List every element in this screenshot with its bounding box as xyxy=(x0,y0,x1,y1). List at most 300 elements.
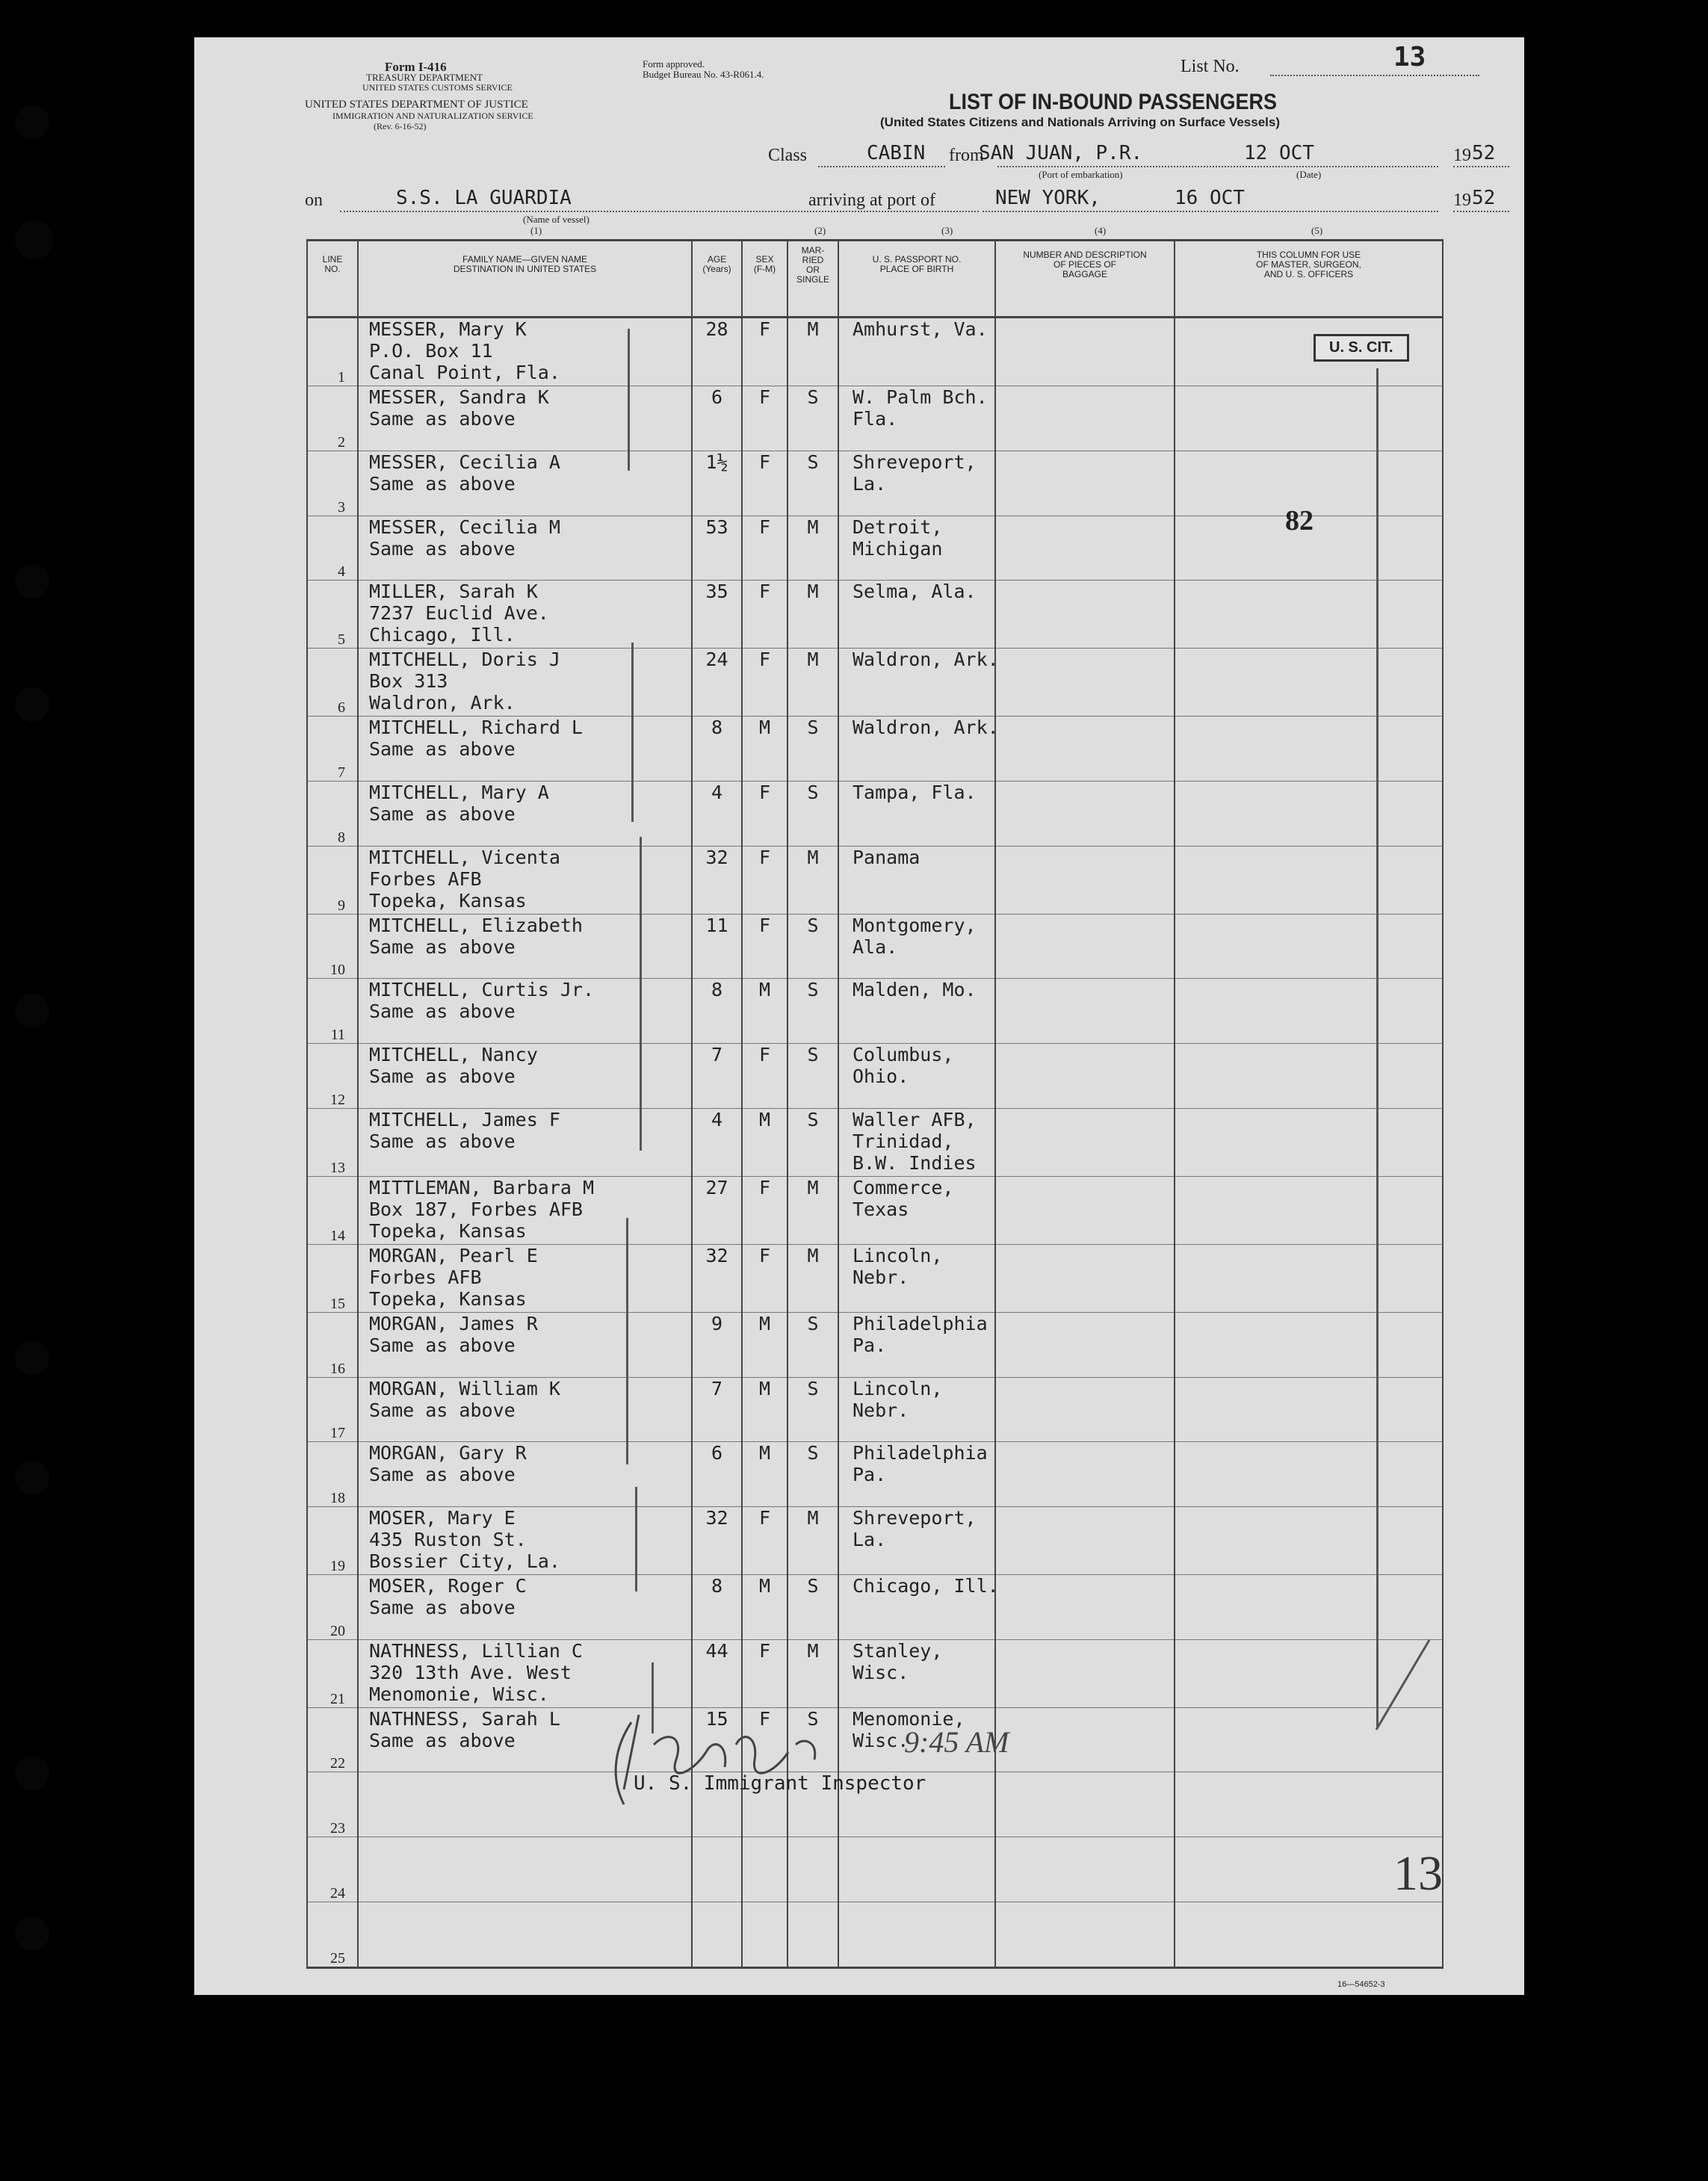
revision: (Rev. 6-16-52) xyxy=(374,121,427,132)
baggage-cell xyxy=(995,1902,1175,1968)
birthplace-cell xyxy=(838,318,995,386)
passenger-name: MORGAN, Gary R xyxy=(369,1442,527,1464)
line-number-cell xyxy=(307,1377,358,1442)
line-number: 22 xyxy=(330,1755,345,1772)
marital-status-cell xyxy=(788,1902,838,1968)
birthplace-line: Nebr. xyxy=(853,1266,909,1288)
birthplace-line: Nebr. xyxy=(853,1399,909,1421)
officer-cell xyxy=(1175,717,1443,782)
passenger-name: MITCHELL, Doris J xyxy=(369,649,560,671)
punch-hole xyxy=(15,1756,49,1790)
line-number-cell xyxy=(307,717,358,782)
passenger-name: NATHNESS, Lillian C xyxy=(369,1639,583,1662)
birthplace-line: Fla. xyxy=(853,407,898,430)
birthplace-line: W. Palm Bch. xyxy=(853,386,988,408)
line-number-cell xyxy=(307,1044,358,1109)
header-name: FAMILY NAME—GIVEN NAME DESTINATION IN UNITED STATES xyxy=(358,241,692,318)
marital-status-cell: S xyxy=(788,979,838,1044)
age-cell: 6 xyxy=(692,386,742,451)
line-number: 8 xyxy=(338,829,345,846)
baggage-cell xyxy=(995,1244,1175,1312)
birthplace-line: Lincoln, xyxy=(853,1377,943,1399)
birthplace-line: Texas xyxy=(853,1198,909,1220)
birthplace-cell xyxy=(838,1312,995,1377)
line-number-cell xyxy=(307,1772,358,1837)
line-number: 20 xyxy=(330,1622,345,1639)
destination-line: 7237 Euclid Ave. xyxy=(369,602,549,625)
line-number: 11 xyxy=(330,1027,345,1044)
table-row xyxy=(307,1837,1443,1902)
destination-line: Same as above xyxy=(369,1000,516,1023)
birthplace-line: Michigan xyxy=(853,537,943,560)
name-cell xyxy=(358,1377,692,1442)
name-cell xyxy=(358,1176,692,1244)
baggage-cell xyxy=(995,1044,1175,1109)
dept-treasury: TREASURY DEPARTMENT xyxy=(366,72,483,83)
destination-line: Topeka, Kansas xyxy=(369,889,527,912)
table-row xyxy=(307,581,1443,649)
arrival-year-prefix: 19 xyxy=(1453,191,1471,210)
passenger-name: MITCHELL, Mary A xyxy=(369,781,549,803)
birthplace-line: Trinidad, xyxy=(853,1130,954,1152)
header-sex: SEX (F-M) xyxy=(742,241,788,318)
age-cell: 11 xyxy=(692,914,742,979)
from-label: from xyxy=(949,146,984,165)
baggage-cell xyxy=(995,979,1175,1044)
table-row xyxy=(307,649,1443,717)
passenger-name: MITCHELL, Vicenta xyxy=(369,846,560,868)
sex-cell: F xyxy=(742,1507,788,1575)
birthplace-line: Ala. xyxy=(853,935,898,958)
passenger-name: NATHNESS, Sarah L xyxy=(369,1707,560,1730)
passenger-name: MITCHELL, James F xyxy=(369,1108,560,1130)
dept-ins: IMMIGRATION AND NATURALIZATION SERVICE xyxy=(332,111,533,121)
table-row xyxy=(307,451,1443,516)
line-number-cell xyxy=(307,1507,358,1575)
line-number: 2 xyxy=(338,433,345,451)
list-no-label: List No. xyxy=(1181,57,1240,76)
officer-cell xyxy=(1175,1507,1443,1575)
destination-line: Same as above xyxy=(369,738,516,761)
punch-hole xyxy=(15,220,54,259)
pencil-bracket xyxy=(626,1218,628,1464)
birthplace-line: La. xyxy=(853,1529,887,1551)
baggage-cell xyxy=(995,846,1175,914)
sex-cell: F xyxy=(742,386,788,451)
birthplace-line: Stanley, xyxy=(853,1639,943,1662)
table-row xyxy=(307,386,1443,451)
officer-cell xyxy=(1175,1377,1443,1442)
baggage-cell xyxy=(995,1575,1175,1640)
departure-date: 12 OCT xyxy=(1244,142,1314,164)
marital-status-cell: S xyxy=(788,717,838,782)
sex-cell: M xyxy=(742,1442,788,1507)
table-row xyxy=(307,1639,1443,1707)
age-cell xyxy=(692,1837,742,1902)
name-cell xyxy=(358,1639,692,1707)
officer-cell xyxy=(1175,914,1443,979)
line-number: 13 xyxy=(330,1159,345,1176)
age-cell: 28 xyxy=(692,318,742,386)
line-number-cell xyxy=(307,979,358,1044)
officer-cell xyxy=(1175,1176,1443,1244)
baggage-cell xyxy=(995,649,1175,717)
pencil-bracket xyxy=(635,1487,637,1591)
marital-status-cell: S xyxy=(788,386,838,451)
age-cell: 9 xyxy=(692,1312,742,1377)
destination-line: P.O. Box 11 xyxy=(369,340,493,362)
line-number-cell xyxy=(307,1837,358,1902)
budget-bureau: Budget Bureau No. 43-R061.4. xyxy=(643,69,764,80)
birthplace-line: Commerce, xyxy=(853,1176,954,1198)
birthplace-line: Waldron, Ark. xyxy=(853,649,999,671)
sex-cell: M xyxy=(742,1108,788,1176)
page-subtitle: (United States Citizens and Nationals Arriving on Surface Vessels) xyxy=(880,115,1281,129)
birthplace-line: La. xyxy=(853,472,887,495)
passenger-name: MESSER, Cecilia M xyxy=(369,516,560,538)
name-cell xyxy=(358,1442,692,1507)
baggage-cell xyxy=(995,1442,1175,1507)
header-officers: THIS COLUMN FOR USE OF MASTER, SURGEON, AND U. S. OFFICERS xyxy=(1175,241,1443,318)
passenger-name: MOSER, Roger C xyxy=(369,1575,527,1597)
birthplace-cell xyxy=(838,914,995,979)
birthplace-cell xyxy=(838,1507,995,1575)
destination-line: Forbes AFB xyxy=(369,867,482,890)
birthplace-cell xyxy=(838,1044,995,1109)
sex-cell: F xyxy=(742,1707,788,1772)
table-row xyxy=(307,1377,1443,1442)
officer-cell xyxy=(1175,581,1443,649)
footer-code: 16—54652-3 xyxy=(1337,1980,1385,1989)
birthplace-cell xyxy=(838,781,995,846)
birthplace-line: Montgomery, xyxy=(853,914,977,936)
marital-status-cell: S xyxy=(788,1442,838,1507)
table-row xyxy=(307,1044,1443,1109)
table-row xyxy=(307,1176,1443,1244)
age-cell: 7 xyxy=(692,1044,742,1109)
marital-status-cell: M xyxy=(788,846,838,914)
sex-cell xyxy=(742,1902,788,1968)
line-number: 17 xyxy=(330,1425,345,1442)
destination-line: Same as above xyxy=(369,935,516,958)
baggage-cell xyxy=(995,318,1175,386)
marital-status-cell: M xyxy=(788,318,838,386)
baggage-cell xyxy=(995,386,1175,451)
destination-line: 435 Ruston St. xyxy=(369,1529,527,1551)
birthplace-cell xyxy=(838,649,999,717)
table-row xyxy=(307,516,1443,581)
sex-cell: F xyxy=(742,581,788,649)
marital-status-cell: M xyxy=(788,1176,838,1244)
officer-cell xyxy=(1175,1442,1443,1507)
line-number: 18 xyxy=(330,1490,345,1507)
officer-cell xyxy=(1175,781,1443,846)
sex-cell: F xyxy=(742,649,788,717)
passenger-name: MITCHELL, Nancy xyxy=(369,1044,538,1066)
sex-cell: F xyxy=(742,914,788,979)
marital-status-cell: S xyxy=(788,781,838,846)
sex-cell: F xyxy=(742,1244,788,1312)
punch-hole xyxy=(15,105,49,139)
line-number-cell xyxy=(307,1108,358,1176)
column-number-2: (2) xyxy=(814,225,826,236)
line-number-cell xyxy=(307,318,358,386)
birthplace-line: Selma, Ala. xyxy=(853,581,977,603)
marital-status-cell: M xyxy=(788,516,838,581)
line-number: 25 xyxy=(330,1950,345,1967)
table-row xyxy=(307,1507,1443,1575)
age-cell: 27 xyxy=(692,1176,742,1244)
destination-line: Topeka, Kansas xyxy=(369,1287,527,1310)
sex-cell: F xyxy=(742,781,788,846)
age-cell: 24 xyxy=(692,649,742,717)
name-cell xyxy=(358,451,692,516)
column-number-5: (5) xyxy=(1311,225,1323,236)
name-cell xyxy=(358,717,692,782)
sex-cell: F xyxy=(742,1639,788,1707)
officer-cell xyxy=(1175,979,1443,1044)
destination-line: Bossier City, La. xyxy=(369,1550,560,1573)
table-row xyxy=(307,781,1443,846)
baggage-cell xyxy=(995,1639,1175,1707)
line-number-cell xyxy=(307,1312,358,1377)
line-number: 23 xyxy=(330,1820,345,1837)
punch-hole xyxy=(15,1917,49,1951)
page-title: LIST OF IN-BOUND PASSENGERS xyxy=(949,90,1278,114)
destination-line: Canal Point, Fla. xyxy=(369,362,560,383)
age-cell: 4 xyxy=(692,1108,742,1176)
table-row xyxy=(307,717,1443,782)
on-label: on xyxy=(305,191,323,210)
birthplace-cell xyxy=(838,1639,995,1707)
age-cell: 32 xyxy=(692,846,742,914)
officer-cell xyxy=(1175,386,1443,451)
date-caption: (Date) xyxy=(1296,169,1322,180)
header-baggage: NUMBER AND DESCRIPTION OF PIECES OF BAGGAGE xyxy=(995,241,1175,318)
birthplace-line: Ohio. xyxy=(853,1065,909,1088)
class-label: Class xyxy=(768,146,808,165)
passenger-name: MESSER, Sandra K xyxy=(369,386,549,408)
line-number: 10 xyxy=(330,962,345,979)
arriving-label: arriving at port of xyxy=(808,191,935,210)
baggage-cell xyxy=(995,451,1175,516)
marital-status-cell: M xyxy=(788,581,838,649)
birthplace-line: Pa. xyxy=(853,1334,887,1356)
birthplace-cell xyxy=(838,1837,995,1902)
destination-line: Same as above xyxy=(369,537,516,560)
sex-cell: M xyxy=(742,1377,788,1442)
birthplace-cell xyxy=(838,1902,995,1968)
birthplace-line: B.W. Indies xyxy=(853,1151,977,1174)
birthplace-line: Detroit, xyxy=(853,516,943,538)
baggage-cell xyxy=(995,1707,1175,1772)
line-number: 5 xyxy=(338,631,345,649)
birthplace-line: Tampa, Fla. xyxy=(853,781,977,803)
line-number-cell xyxy=(307,1244,358,1312)
birthplace-cell xyxy=(838,979,995,1044)
pencil-bracket xyxy=(631,643,634,822)
age-cell: 35 xyxy=(692,581,742,649)
birthplace-line: Pa. xyxy=(853,1464,887,1486)
table-row xyxy=(307,914,1443,979)
passenger-name: MORGAN, James R xyxy=(369,1312,538,1334)
age-cell: 32 xyxy=(692,1507,742,1575)
sex-cell: F xyxy=(742,451,788,516)
table-row xyxy=(307,979,1443,1044)
line-number-cell xyxy=(307,1176,358,1244)
us-cit-stamp: U. S. CIT. xyxy=(1314,334,1409,362)
marital-status-cell: S xyxy=(788,1575,838,1640)
age-cell xyxy=(692,1902,742,1968)
marital-status-cell: S xyxy=(788,1377,838,1442)
birthplace-line: Malden, Mo. xyxy=(853,979,977,1001)
passenger-name: MITTLEMAN, Barbara M xyxy=(369,1176,595,1198)
table-row xyxy=(307,1442,1443,1507)
birthplace-cell xyxy=(838,1442,995,1507)
age-cell: 6 xyxy=(692,1442,742,1507)
destination-line: Topeka, Kansas xyxy=(369,1219,527,1242)
destination-line: Same as above xyxy=(369,1729,516,1751)
sex-cell: F xyxy=(742,1176,788,1244)
sex-cell: F xyxy=(742,846,788,914)
officer-cell xyxy=(1175,1772,1443,1837)
age-cell: 4 xyxy=(692,781,742,846)
age-cell: 8 xyxy=(692,717,742,782)
marital-status-cell: M xyxy=(788,1244,838,1312)
birthplace-cell xyxy=(838,581,995,649)
table-row xyxy=(307,1108,1443,1176)
stamp-line xyxy=(1376,368,1379,1728)
line-number: 14 xyxy=(330,1227,345,1244)
name-cell xyxy=(358,1902,692,1968)
destination-line: Same as above xyxy=(369,407,516,430)
passenger-name: MILLER, Sarah K xyxy=(369,581,538,603)
birthplace-cell xyxy=(838,516,995,581)
dept-justice: UNITED STATES DEPARTMENT OF JUSTICE xyxy=(305,99,528,111)
line-number: 7 xyxy=(338,764,345,781)
line-number: 12 xyxy=(330,1091,345,1108)
header-married: MAR- RIED OR SINGLE xyxy=(788,241,838,318)
officer-cell xyxy=(1175,1044,1443,1109)
arrival-date: 16 OCT xyxy=(1175,187,1245,209)
baggage-cell xyxy=(995,914,1175,979)
document-page xyxy=(194,37,1524,1995)
line-number: 6 xyxy=(338,699,345,717)
line-number: 1 xyxy=(338,368,345,386)
birthplace-cell xyxy=(838,386,995,451)
baggage-cell xyxy=(995,516,1175,581)
header-line-no: LINE NO. xyxy=(307,241,358,318)
marital-status-cell: S xyxy=(788,451,838,516)
table-row xyxy=(307,1244,1443,1312)
age-cell: 8 xyxy=(692,1575,742,1640)
marital-status-cell: M xyxy=(788,649,838,717)
dept-customs: UNITED STATES CUSTOMS SERVICE xyxy=(362,82,513,93)
officer-cell xyxy=(1175,1312,1443,1377)
sex-cell: F xyxy=(742,318,788,386)
marital-status-cell: S xyxy=(788,1044,838,1109)
sex-cell: M xyxy=(742,979,788,1044)
sex-cell: M xyxy=(742,717,788,782)
name-cell xyxy=(358,516,692,581)
baggage-cell xyxy=(995,1837,1175,1902)
birthplace-cell xyxy=(838,846,995,914)
table-row xyxy=(307,846,1443,914)
list-number: 13 xyxy=(1393,42,1426,72)
sex-cell: M xyxy=(742,1575,788,1640)
passenger-name: MITCHELL, Richard L xyxy=(369,717,583,739)
officer-cell xyxy=(1175,1575,1443,1640)
line-number-cell xyxy=(307,781,358,846)
birthplace-line: Columbus, xyxy=(853,1044,954,1066)
destination-line: Same as above xyxy=(369,1130,516,1152)
age-cell: 53 xyxy=(692,516,742,581)
baggage-cell xyxy=(995,1507,1175,1575)
age-cell: 1½ xyxy=(692,451,742,516)
sex-cell: F xyxy=(742,516,788,581)
passenger-name: MORGAN, William K xyxy=(369,1377,560,1399)
destination-line: Same as above xyxy=(369,472,516,495)
line-number-cell xyxy=(307,1575,358,1640)
birthplace-line: Lincoln, xyxy=(853,1244,943,1266)
destination-line: Menomonie, Wisc. xyxy=(369,1683,549,1705)
destination-line: Same as above xyxy=(369,1464,516,1486)
birthplace-line: Wisc. xyxy=(853,1661,909,1683)
arrival-year: 52 xyxy=(1472,187,1496,209)
vessel-caption: (Name of vessel) xyxy=(523,214,590,225)
marital-status-cell: S xyxy=(788,1108,838,1176)
departure-year: 52 xyxy=(1472,142,1496,164)
birthplace-cell xyxy=(838,1244,995,1312)
name-cell xyxy=(358,1837,692,1902)
line-number: 3 xyxy=(338,498,345,516)
birthplace-line: Waldron, Ark. xyxy=(853,717,999,739)
birthplace-line: Philadelphia xyxy=(853,1312,988,1334)
vessel-name: S.S. LA GUARDIA xyxy=(396,187,572,209)
table-row xyxy=(307,1575,1443,1640)
destination-line: Same as above xyxy=(369,1597,516,1618)
inspector-signature xyxy=(601,1700,930,1812)
destination-line: Same as above xyxy=(369,802,516,825)
birthplace-cell xyxy=(838,1108,995,1176)
birthplace-cell xyxy=(838,1575,999,1640)
line-number-cell xyxy=(307,581,358,649)
age-cell: 15 xyxy=(692,1707,742,1772)
passenger-name: MOSER, Mary E xyxy=(369,1507,516,1529)
baggage-cell xyxy=(995,717,1175,782)
line-number: 21 xyxy=(330,1690,345,1707)
baggage-cell xyxy=(995,781,1175,846)
age-cell: 32 xyxy=(692,1244,742,1312)
line-number: 19 xyxy=(330,1558,345,1574)
embarkation-port: SAN JUAN, P.R. xyxy=(979,142,1143,164)
passenger-name: MORGAN, Pearl E xyxy=(369,1244,538,1266)
handwritten-list-number: 13 xyxy=(1393,1846,1443,1901)
line-number-cell xyxy=(307,846,358,914)
baggage-cell xyxy=(995,581,1175,649)
officer-cell xyxy=(1175,1902,1443,1968)
birthplace-cell xyxy=(838,1377,995,1442)
line-number-cell xyxy=(307,516,358,581)
column-number-4: (4) xyxy=(1095,225,1107,236)
line-number-cell xyxy=(307,1639,358,1707)
year-prefix: 19 xyxy=(1453,146,1471,165)
line-number-cell xyxy=(307,1707,358,1772)
baggage-cell xyxy=(995,1312,1175,1377)
marital-status-cell: M xyxy=(788,1507,838,1575)
destination-line: Same as above xyxy=(369,1399,516,1421)
line-number: 15 xyxy=(330,1295,345,1312)
